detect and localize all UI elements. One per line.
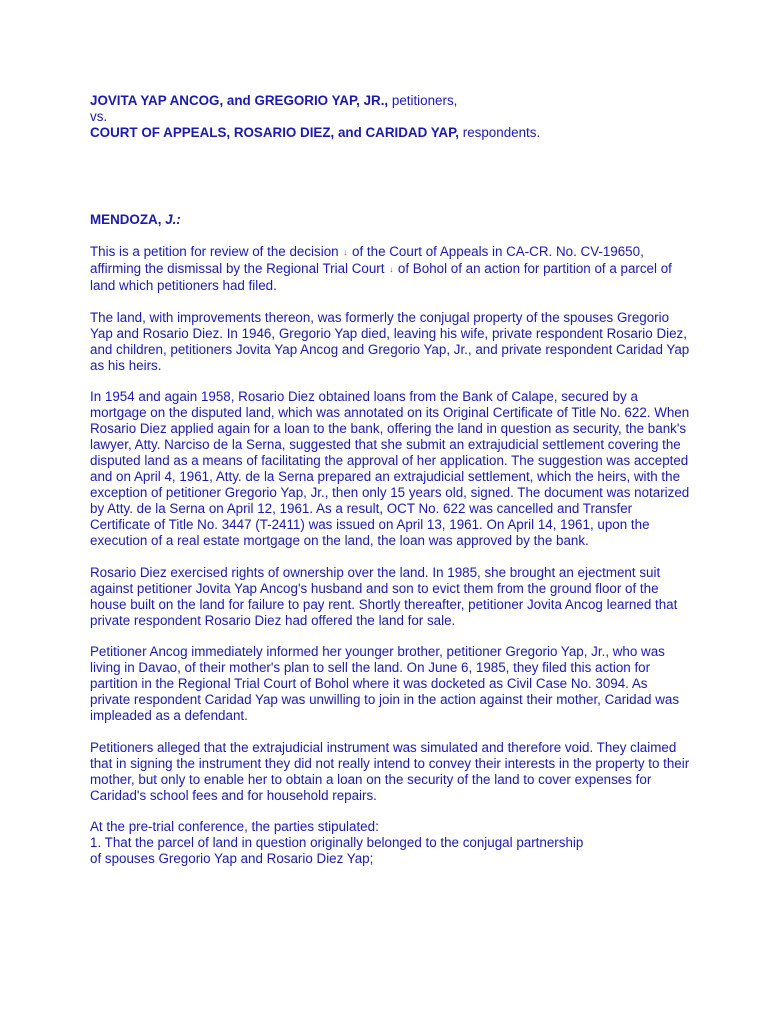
paragraph-1 <box>90 244 690 294</box>
paragraph-5: Petitioner Ancog immediately informed her younger brother, petitioner Gregorio Yap, Jr., who was living in Davao, of their mother's plan to sell the land. On June 6, 1985, they filed this action for partition in the Regional Trial Court of Bohol where it was docketed as Civil Case No. 3094. As private respondent Caridad Yap was unwilling to join in the action against their mother, Caridad was impleaded as a defendant. <box>90 644 680 723</box>
ponente-heading <box>90 212 690 228</box>
paragraph-1-text-a: This is a petition for review of the decision <box>90 244 343 259</box>
petitioners-names: JOVITA YAP ANCOG, and GREGORIO YAP, JR., <box>90 93 389 108</box>
case-caption <box>90 93 690 141</box>
paragraph-7: At the pre-trial conference, the parties stipulated: <box>90 819 379 834</box>
decision-document <box>90 93 690 867</box>
respondents-role: respondents. <box>459 125 541 140</box>
footnote-2-arrow-icon[interactable]: ↓ <box>389 265 394 274</box>
ponente-title: J.: <box>165 212 181 227</box>
paragraph-3: In 1954 and again 1958, Rosario Diez obtained loans from the Bank of Calape, secured by a mortgage on the disputed land, which was annotated on its Original Certificate of Title No. 622. When Rosario Diez applied again for a loan to the bank, offering the land in question as security, the bank's lawyer, Atty. Narciso de la Serna, suggested that she submit an extrajudicial settlement covering the disputed land as a means of facilitating the approval of her application. The suggestion was accepted and on April 4, 1961, Atty. de la Serna prepared an extrajudicial settlement, which the heirs, with the exception of petitioner Gregorio Yap, Jr., then only 15 years old, signed. The document was notarized by Atty. de la Serna on April 12, 1961. As a result, OCT No. 622 was cancelled and Transfer Certificate of Title No. 3447 (T-2411) was issued on April 13, 1961. On April 14, 1961, upon the execution of a real estate mortgage on the land, the loan was approved by the bank. <box>90 389 690 548</box>
paragraph-1-text-b: of the Court of Appeals in CA-CR. No. CV-19650, affirming the dismissal by the Regional Trial Court <box>90 244 644 276</box>
respondents-names: COURT OF APPEALS, ROSARIO DIEZ, and CARIDAD YAP, <box>90 125 460 140</box>
paragraph-6: Petitioners alleged that the extrajudicial instrument was simulated and therefore void. They claimed that in signing the instrument they did not really intend to convey their interests in the property to their mother, but only to enable her to obtain a loan on the security of the land to cover expenses for Caridad's school fees and for household repairs. <box>90 739 690 803</box>
ponente-name: MENDOZA, <box>90 212 166 227</box>
petitioners-role: petitioners, <box>388 93 458 108</box>
versus-line: vs. <box>90 109 108 124</box>
respondents-line <box>90 125 690 141</box>
stipulation-item: 1. That the parcel of land in question originally belonged to the conjugal partnership of spouses Gregorio Yap and Rosario Diez Yap; <box>90 835 584 866</box>
paragraph-1-text-c: of Bohol of an action for partition of a parcel of land which petitioners had filed. <box>90 261 672 293</box>
paragraph-2: The land, with improvements thereon, was formerly the conjugal property of the spouses Gregorio Yap and Rosario Diez. In 1946, Gregorio Yap died, leaving his wife, private respondent Rosario Diez, and children, petitioners Jovita Yap Ancog and Gregorio Yap, Jr., and private respondent Caridad Yap as his heirs. <box>90 309 690 373</box>
paragraph-4: Rosario Diez exercised rights of ownership over the land. In 1985, she brought an ejectment suit against petitioner Jovita Yap Ancog's husband and son to evict them from the ground floor of the house built on the land for failure to pay rent. Shortly thereafter, petitioner Jovita Ancog learned that private respondent Rosario Diez had offered the land for sale. <box>90 564 678 628</box>
petitioners-line <box>90 93 690 109</box>
footnote-1-arrow-icon[interactable]: ↓ <box>343 248 348 257</box>
